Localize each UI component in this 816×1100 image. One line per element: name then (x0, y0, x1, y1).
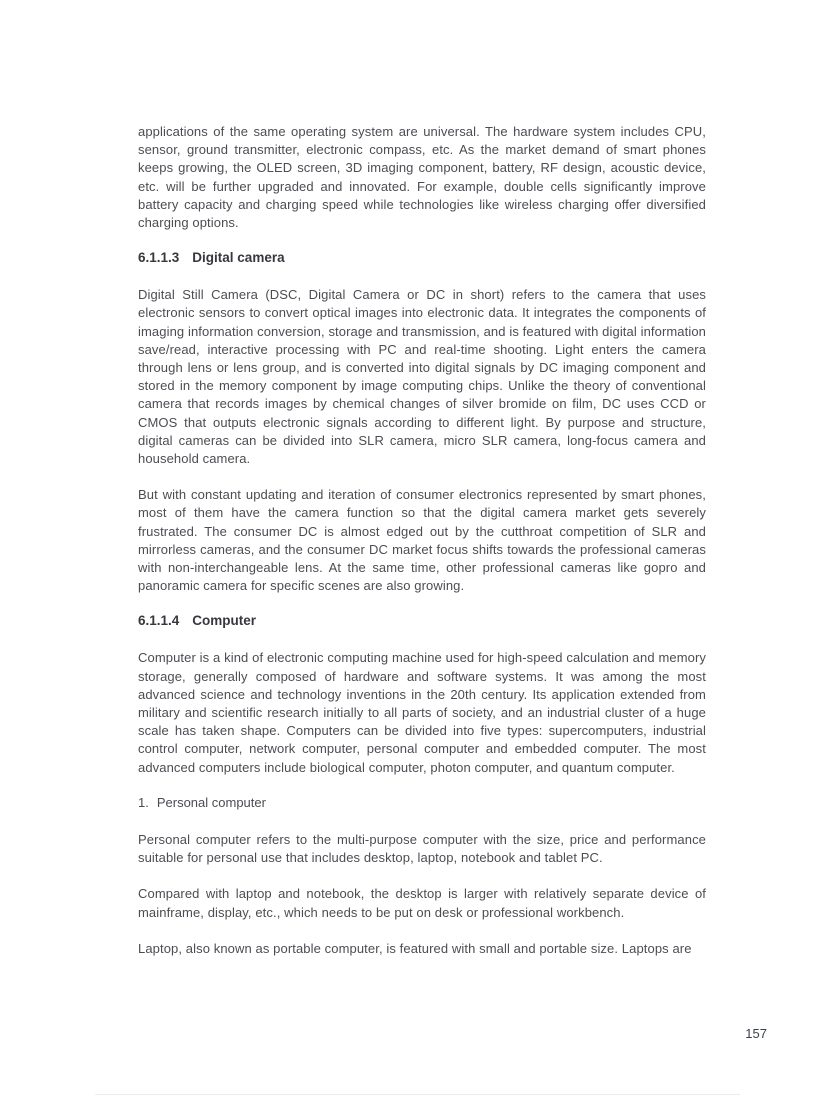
list-item-title: Personal computer (156, 794, 266, 810)
section-number: 6.1.1.3 (138, 250, 180, 266)
section-heading-computer (138, 613, 706, 629)
section-number: 6.1.1.4 (138, 613, 180, 629)
paragraph-personal-computer: Personal computer refers to the multi-purpose computer with the size, price and performance suitable for personal use that includes desktop, laptop, notebook and tablet PC. (138, 831, 706, 866)
paragraph-desktop: Compared with laptop and notebook, the desktop is larger with relatively separate device of mainframe, display, etc., which needs to be put on desk or professional workbench. (138, 886, 706, 920)
section-title: Digital camera (192, 250, 285, 266)
text-column (138, 123, 706, 976)
paragraph-computer-definition: Computer is a kind of electronic computing machine used for high-speed calculation and memory storage, generally composed of hardware and software systems. It was among the most advanced science and technology inventions in the 20th century. Its application extended from military and scientific research initially to all parts of society, and an industrial cluster of a huge scale has taken shape. Computers can be divided into five types: supercomputers, industrial control computer, network computer, personal computer and embedded computer. The most advanced computers include biological computer, photon computer, and quantum computer. (138, 650, 706, 775)
paragraph-smartphone-hardware: applications of the same operating system are universal. The hardware system includes CPU, sensor, ground transmitter, electronic compass, etc. As the market demand of smart phones keeps growing, the OLED screen, 3D imaging component, battery, RF design, acoustic device, etc. will be further upgraded and innovated. For example, double cells significantly improve battery capacity and charging speed while technologies like wireless charging offer diversified charging options. (138, 124, 706, 231)
paragraph-dsc-definition: Digital Still Camera (DSC, Digital Camera or DC in short) refers to the camera that uses electronic sensors to convert optical images into electronic data. It integrates the components of imaging information conversion, storage and transmission, and is featured with digital information save/read, interactive processing with PC and real-time shooting. Light enters the camera through lens or lens group, and is converted into digital signals by DC imaging component and stored in the memory component by image computing chips. Unlike the theory of conventional camera that records images by chemical changes of silver bromide on film, DC uses CCD or CMOS that outputs electronic signals according to different light. By purpose and structure, digital cameras can be divided into SLR camera, micro SLR camera, long-focus camera and household camera. (138, 287, 706, 467)
paragraph-dc-market: But with constant updating and iteration of consumer electronics represented by smart phones, most of them have the camera function so that the digital camera market gets severely frustrated. The consumer DC is almost edged out by the cutthroat competition of SLR and mirrorless cameras, and the consumer DC market focus shifts towards the professional cameras with non-interchangeable lens. At the same time, other professional cameras like gopro and panoramic camera for specific scenes are also growing. (138, 487, 706, 594)
paragraph-laptop: Laptop, also known as portable computer, is featured with small and portable size. Laptops are (138, 940, 692, 956)
section-heading-digital-camera (138, 250, 706, 266)
list-item-number: 1. (138, 794, 149, 810)
list-subheading-personal-computer (138, 795, 706, 811)
page-number: 157 (745, 1026, 767, 1041)
page-edge-divider (95, 1094, 740, 1095)
section-title: Computer (192, 613, 257, 629)
